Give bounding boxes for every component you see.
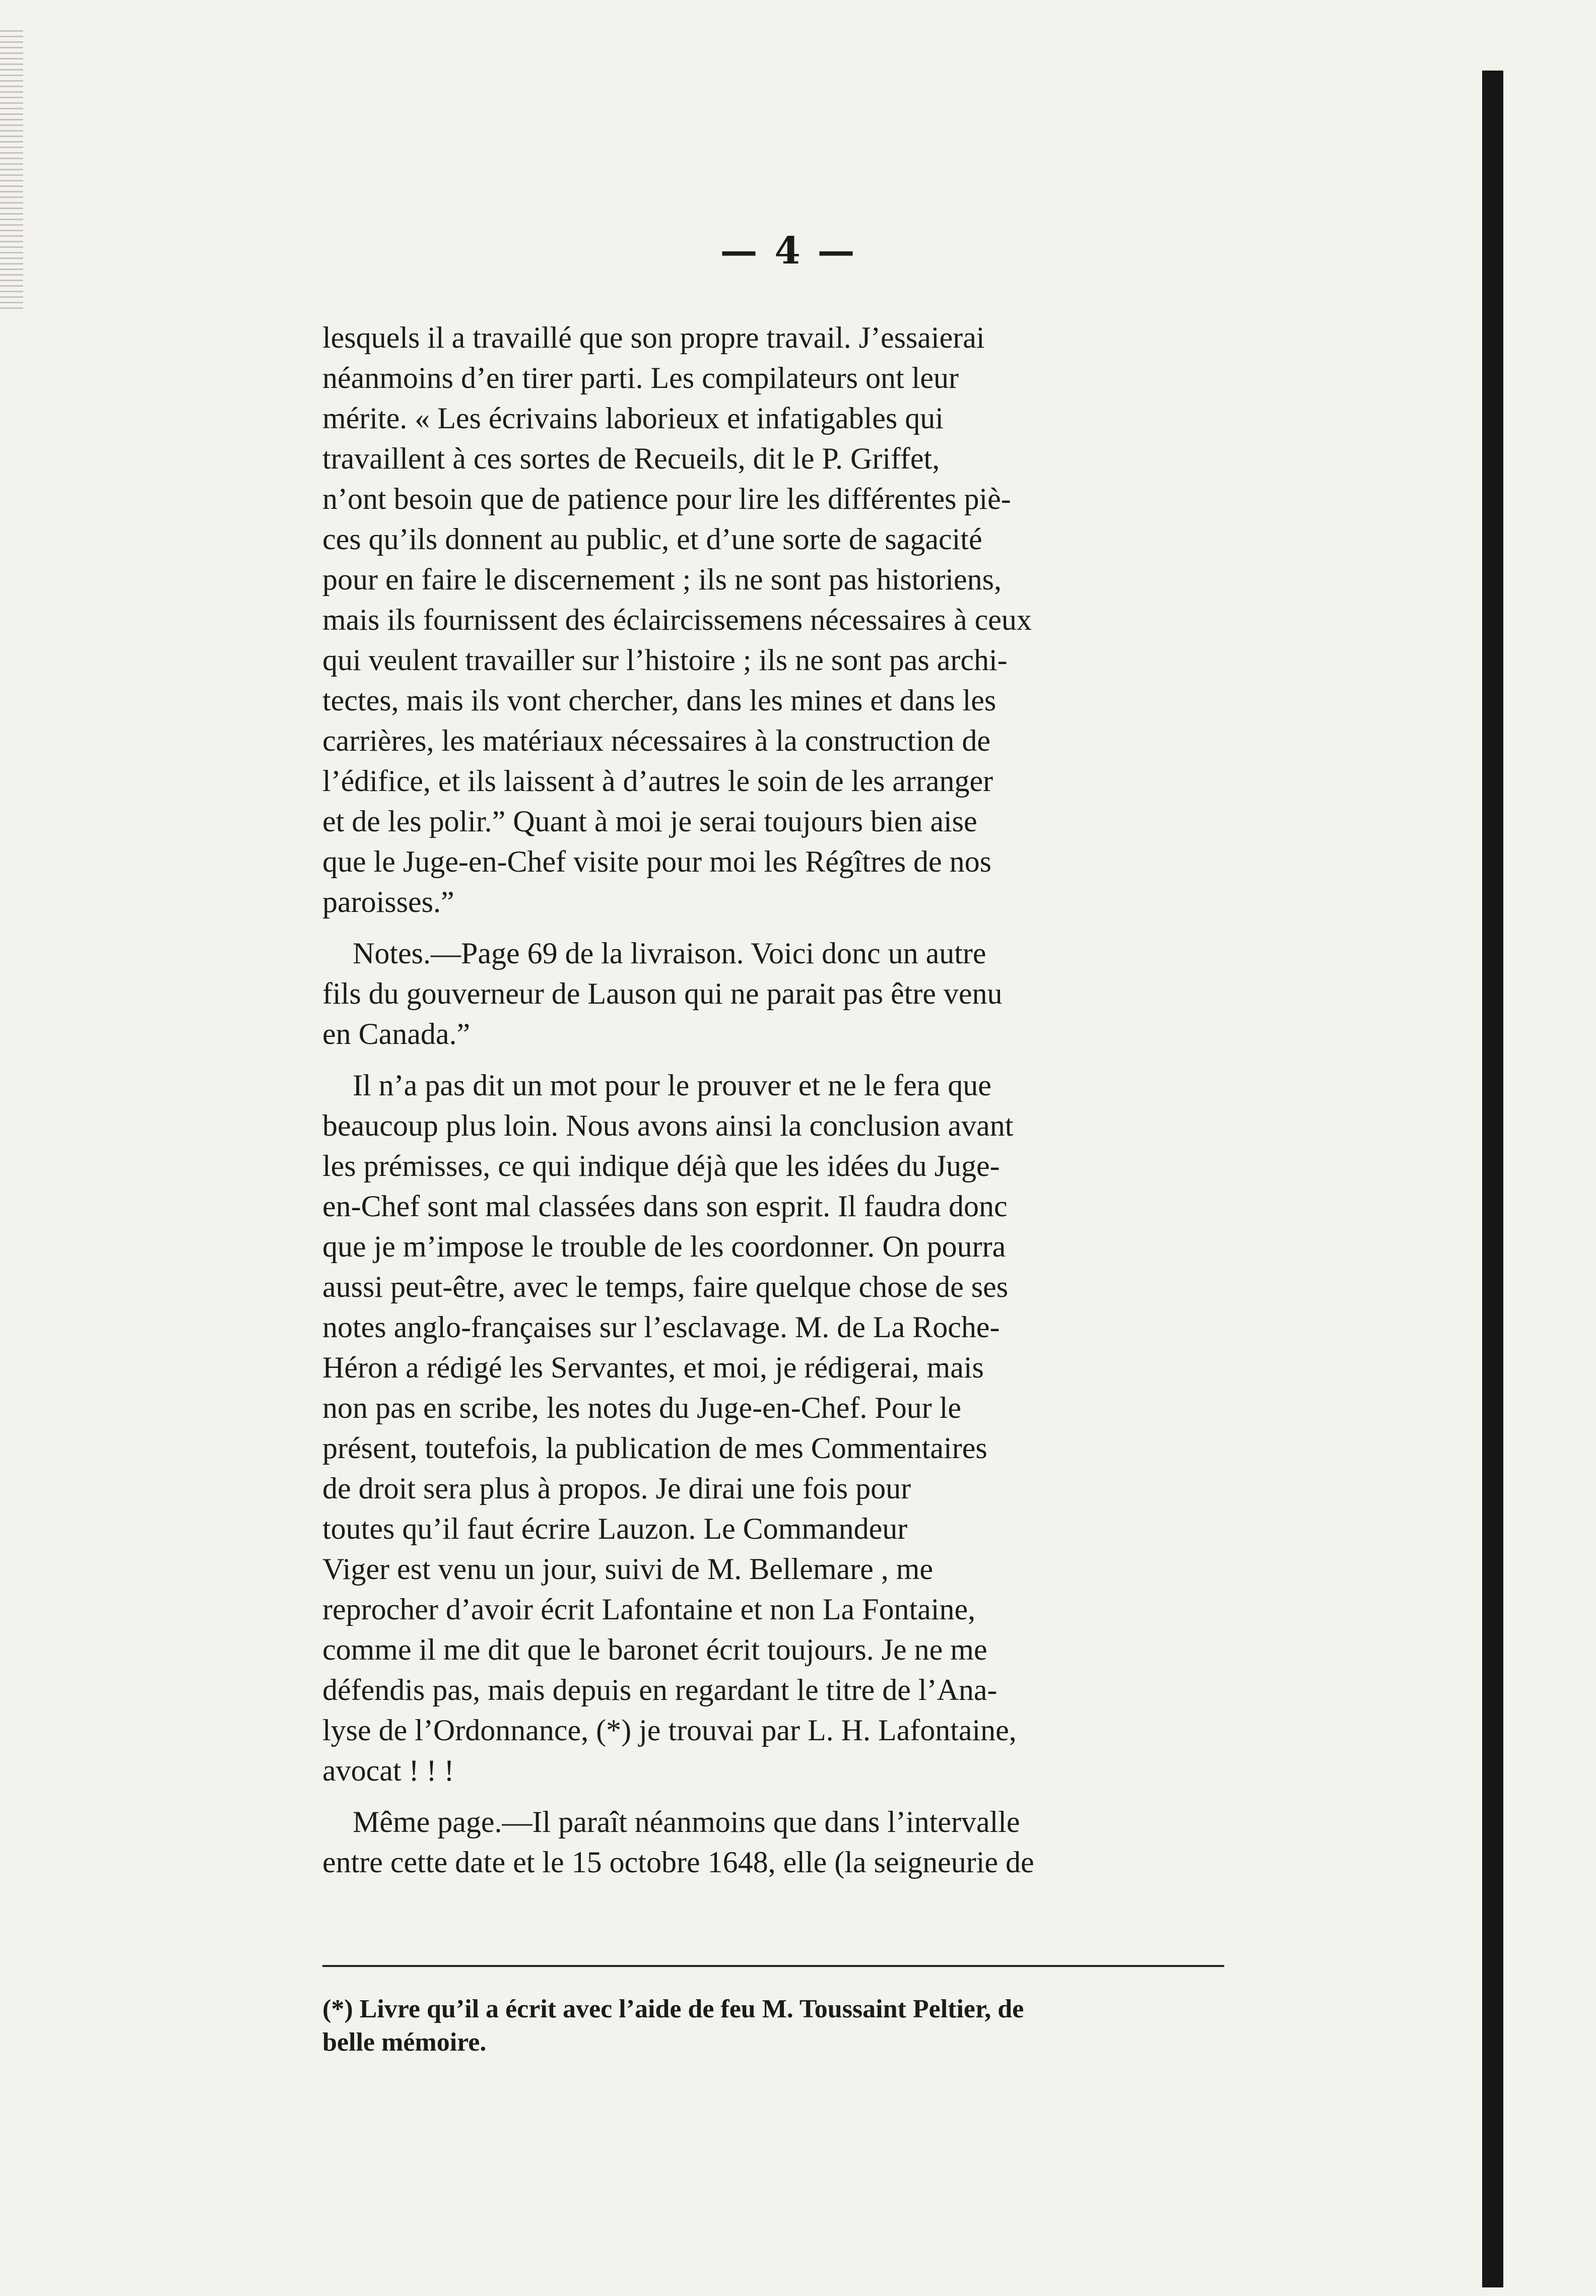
text-line: toutes qu’il faut écrire Lauzon. Le Commandeur (322, 1512, 908, 1545)
text-line: Même page.—Il paraît néanmoins que dans l’intervalle (353, 1805, 1020, 1839)
footnote-rule (322, 1965, 1224, 1967)
text-line: défendis pas, mais depuis en regardant le titre de l’Ana- (322, 1673, 998, 1707)
text-line: que le Juge-en-Chef visite pour moi les Régîtres de nos (322, 845, 992, 878)
text-line: aussi peut-être, avec le temps, faire quelque chose de ses (322, 1270, 1009, 1303)
text-line: en-Chef sont mal classées dans son esprit. Il faudra donc (322, 1190, 1008, 1223)
text-line: ces qu’ils donnent au public, et d’une sorte de sagacité (322, 522, 982, 556)
scan-edge-specks (0, 30, 23, 312)
text-line: comme il me dit que le baronet écrit toujours. Je ne me (322, 1633, 987, 1666)
paragraph-notes (322, 933, 1330, 1054)
text-line: fils du gouverneur de Lauson qui ne parait pas être venu (322, 977, 1003, 1010)
text-line: les prémisses, ce qui indique déjà que les idées du Juge- (322, 1149, 1000, 1183)
footnote-line: belle mémoire. (322, 2028, 487, 2057)
text-line: Notes.—Page 69 de la livraison. Voici donc un autre (353, 937, 986, 970)
text-line: notes anglo-françaises sur l’esclavage. M. de La Roche- (322, 1310, 1000, 1344)
text-line: de droit sera plus à propos. Je dirai une fois pour (322, 1472, 911, 1505)
footnote (322, 1993, 1330, 2059)
text-line: entre cette date et le 15 octobre 1648, elle (la seigneurie de (322, 1846, 1034, 1879)
text-line: Viger est venu un jour, suivi de M. Bellemare , me (322, 1552, 934, 1586)
text-line: qui veulent travailler sur l’histoire ; ils ne sont pas archi- (322, 643, 1008, 677)
text-line: tectes, mais ils vont chercher, dans les mines et dans les (322, 684, 996, 717)
text-line: lesquels il a travaillé que son propre travail. J’essaierai (322, 321, 985, 354)
text-line: avocat ! ! ! (322, 1754, 454, 1787)
text-line: travaillent à ces sortes de Recueils, dit le P. Griffet, (322, 442, 940, 475)
paragraph-quotation (322, 317, 1330, 922)
text-line: lyse de l’Ordonnance, (*) je trouvai par L. H. Lafontaine, (322, 1714, 1017, 1747)
text-line: pour en faire le discernement ; ils ne sont pas historiens, (322, 563, 1002, 596)
text-line: reprocher d’avoir écrit Lafontaine et non La Fontaine, (322, 1593, 976, 1626)
text-line: mérite. « Les écrivains laborieux et infatigables qui (322, 402, 944, 435)
binding-shadow (1482, 71, 1503, 2287)
text-line: présent, toutefois, la publication de mes Commentaires (322, 1431, 987, 1465)
text-line: n’ont besoin que de patience pour lire les différentes piè- (322, 482, 1011, 515)
text-line: mais ils fournissent des éclaircissemens nécessaires à ceux (322, 603, 1032, 636)
text-line: que je m’impose le trouble de les coordonner. On pourra (322, 1230, 1006, 1263)
text-line: non pas en scribe, les notes du Juge-en-Chef. Pour le (322, 1391, 962, 1424)
page-number: — 4 — (720, 229, 857, 273)
paragraph-meme-page (322, 1802, 1330, 1882)
text-line: beaucoup plus loin. Nous avons ainsi la conclusion avant (322, 1109, 1014, 1142)
text-line: Il n’a pas dit un mot pour le prouver et ne le fera que (353, 1069, 991, 1102)
paragraph-main (322, 1065, 1330, 1791)
text-line: et de les polir.” Quant à moi je serai toujours bien aise (322, 805, 977, 838)
text-line: néanmoins d’en tirer parti. Les compilateurs ont leur (322, 361, 959, 395)
body-text (322, 317, 1330, 1882)
text-line: l’édifice, et ils laissent à d’autres le soin de les arranger (322, 764, 993, 798)
text-line: carrières, les matériaux nécessaires à la construction de (322, 724, 991, 757)
text-line: Héron a rédigé les Servantes, et moi, je rédigerai, mais (322, 1351, 984, 1384)
text-line: en Canada.” (322, 1017, 471, 1051)
text-line: paroisses.” (322, 885, 454, 919)
footnote-line: (*) Livre qu’il a écrit avec l’aide de feu M. Toussaint Peltier, de (322, 1995, 1024, 2023)
